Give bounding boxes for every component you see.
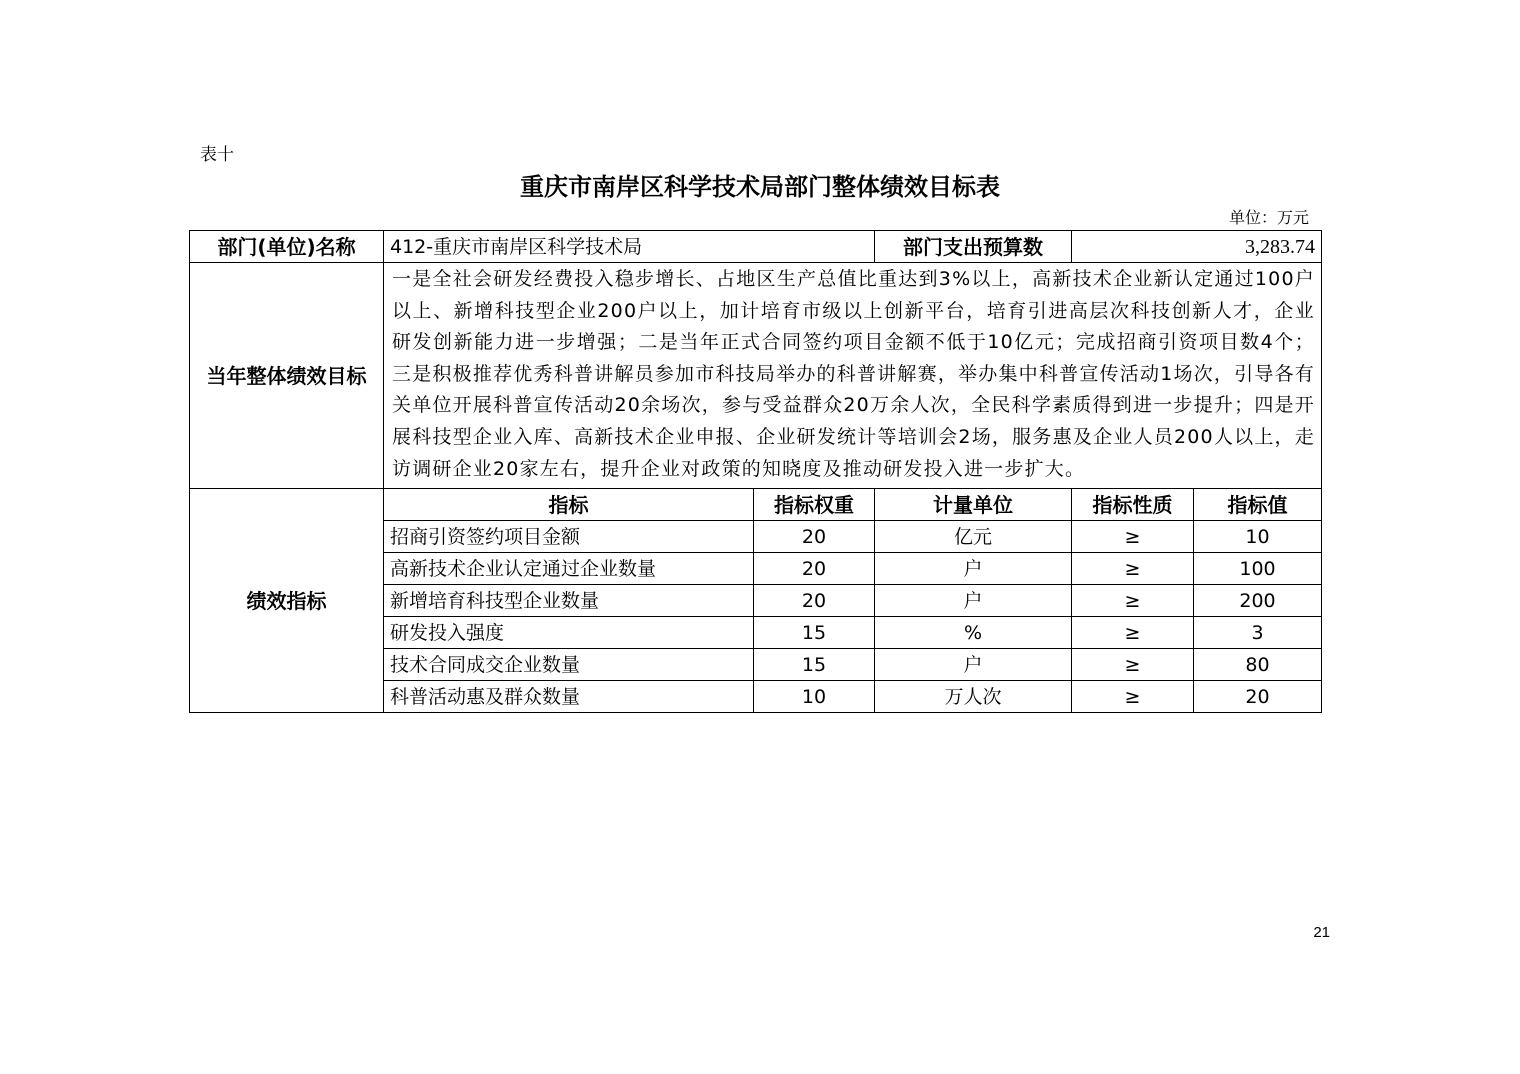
- document-title: 重庆市南岸区科学技术局部门整体绩效目标表: [520, 172, 1000, 201]
- indicator-nature: ≥: [1072, 681, 1194, 713]
- indicator-value: 200: [1194, 585, 1322, 617]
- indicator-nature: ≥: [1072, 553, 1194, 585]
- indicator-unit: 户: [875, 553, 1072, 585]
- indicator-name: 技术合同成交企业数量: [384, 649, 754, 681]
- indicator-name: 研发投入强度: [384, 617, 754, 649]
- dept-name-value: 412-重庆市南岸区科学技术局: [384, 231, 875, 263]
- indicator-unit: 户: [875, 649, 1072, 681]
- indicator-weight: 10: [754, 681, 875, 713]
- indicator-nature: ≥: [1072, 649, 1194, 681]
- header-unit: 计量单位: [875, 489, 1072, 521]
- goal-row: [190, 263, 1322, 489]
- goal-text: 一是全社会研发经费投入稳步增长、占地区生产总值比重达到3%以上，高新技术企业新认定通过100户以上、新增科技型企业200户以上，加计培育市级以上创新平台，培育引进高层次科技创新人才，企业研发创新能力进一步增强；二是当年正式合同签约项目金额不低于10亿元；完成招商引资项目数4个；三是积极推荐优秀科普讲解员参加市科技局举办的科普讲解赛，举办集中科普宣传活动1场次，引导各有关单位开展科普宣传活动20余场次，参与受益群众20万余人次，全民科学素质得到进一步提升；四是开展科技型企业入库、高新技术企业申报、企业研发统计等培训会2场，服务惠及企业人员200人以上，走访调研企业20家左右，提升企业对政策的知晓度及推动研发投入进一步扩大。: [384, 263, 1322, 489]
- indicator-name: 高新技术企业认定通过企业数量: [384, 553, 754, 585]
- indicator-value: 10: [1194, 521, 1322, 553]
- indicator-unit: %: [875, 617, 1072, 649]
- indicator-name: 科普活动惠及群众数量: [384, 681, 754, 713]
- performance-goal-table: [189, 230, 1322, 713]
- indicator-value: 3: [1194, 617, 1322, 649]
- indicator-weight: 20: [754, 585, 875, 617]
- indicator-weight: 20: [754, 521, 875, 553]
- department-row: [190, 231, 1322, 263]
- indicator-weight: 20: [754, 553, 875, 585]
- page-number: 21: [1313, 924, 1330, 941]
- indicator-value: 20: [1194, 681, 1322, 713]
- indicator-header-row: [190, 489, 1322, 521]
- header-nature: 指标性质: [1072, 489, 1194, 521]
- goal-label: 当年整体绩效目标: [190, 263, 384, 489]
- indicators-label: 绩效指标: [190, 489, 384, 713]
- table-number-label: 表十: [200, 145, 234, 165]
- indicator-name: 招商引资签约项目金额: [384, 521, 754, 553]
- indicator-nature: ≥: [1072, 521, 1194, 553]
- indicator-name: 新增培育科技型企业数量: [384, 585, 754, 617]
- unit-note: 单位：万元: [1228, 208, 1309, 227]
- dept-name-label: 部门(单位)名称: [190, 231, 384, 263]
- indicator-unit: 亿元: [875, 521, 1072, 553]
- budget-value: 3,283.74: [1072, 231, 1322, 263]
- indicator-nature: ≥: [1072, 585, 1194, 617]
- indicator-unit: 万人次: [875, 681, 1072, 713]
- header-indicator: 指标: [384, 489, 754, 521]
- indicator-weight: 15: [754, 649, 875, 681]
- indicator-value: 100: [1194, 553, 1322, 585]
- indicator-nature: ≥: [1072, 617, 1194, 649]
- header-value: 指标值: [1194, 489, 1322, 521]
- indicator-value: 80: [1194, 649, 1322, 681]
- indicator-weight: 15: [754, 617, 875, 649]
- indicator-unit: 户: [875, 585, 1072, 617]
- budget-label: 部门支出预算数: [875, 231, 1072, 263]
- header-weight: 指标权重: [754, 489, 875, 521]
